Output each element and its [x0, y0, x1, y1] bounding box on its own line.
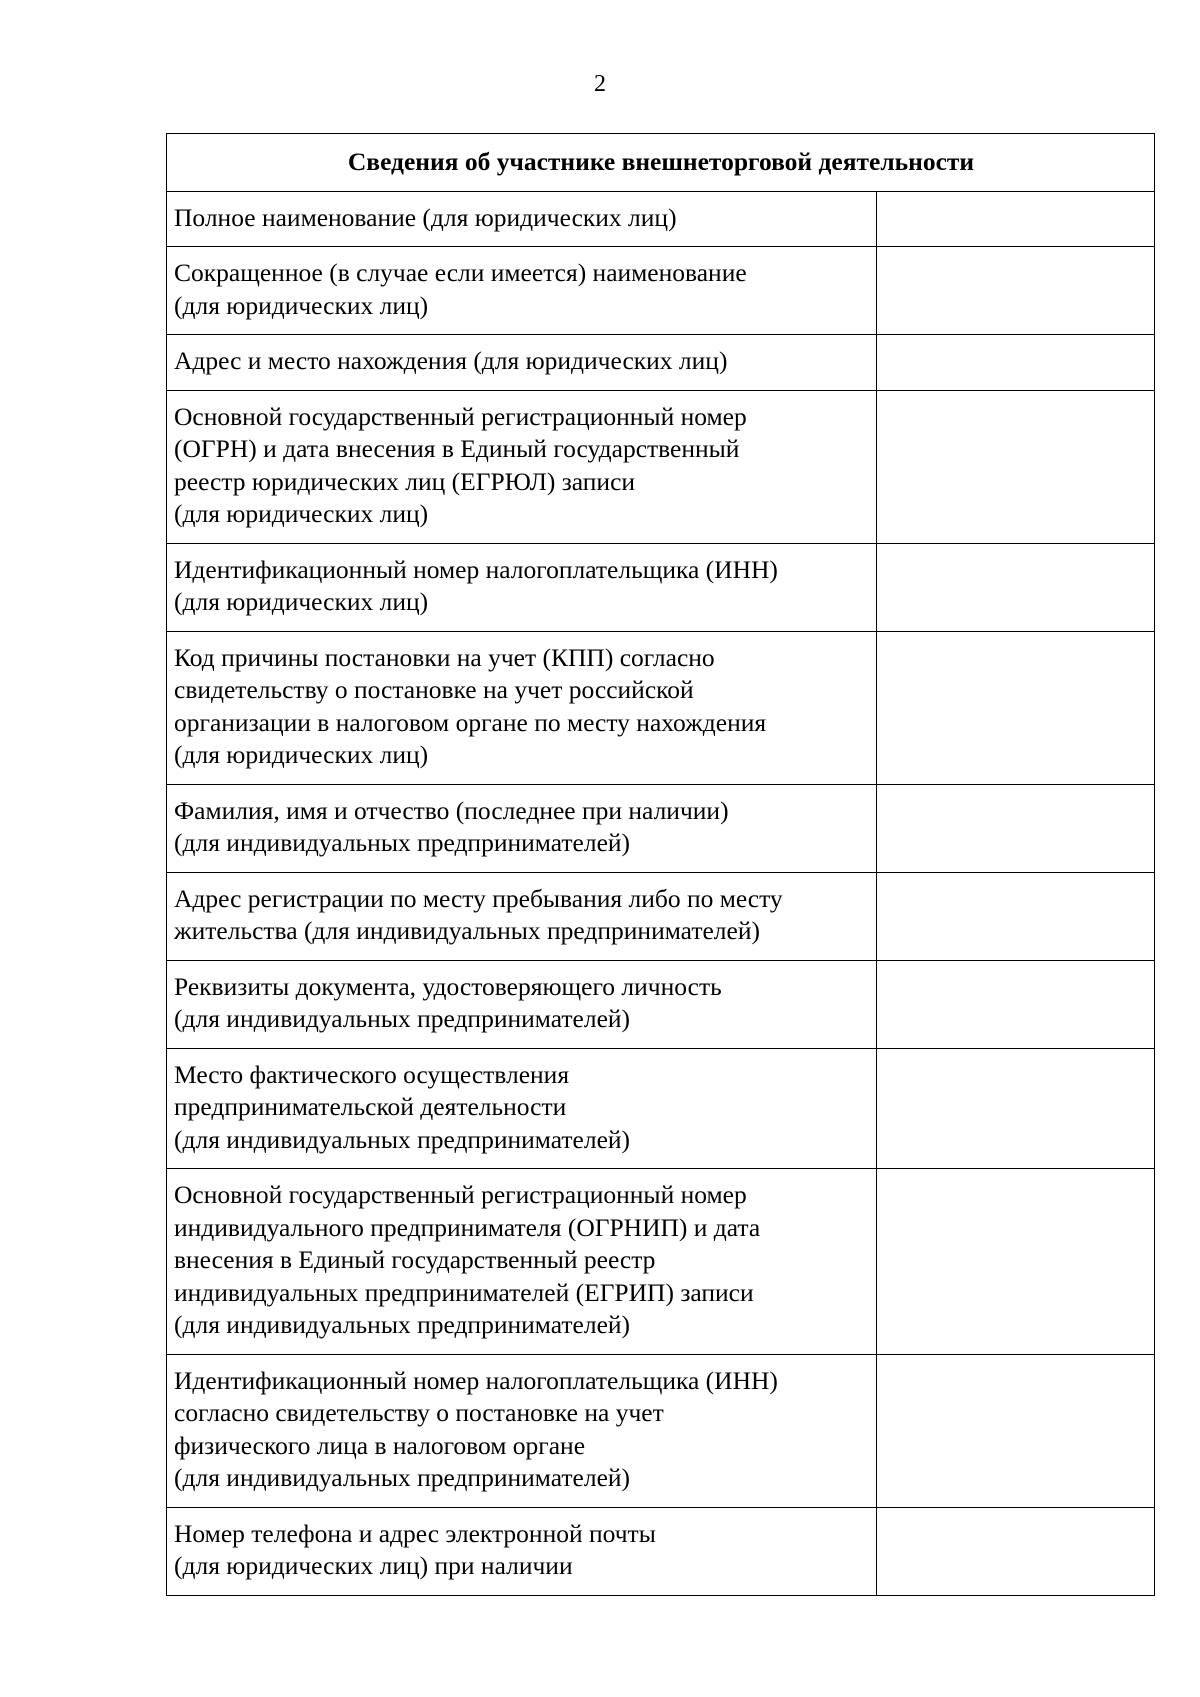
row-value-cell[interactable] — [877, 247, 1155, 335]
row-label: Основной государственный регистрационный номер (ОГРН) и дата внесения в Единый государственный реестр юридических лиц (ЕГРЮЛ) записи (для юридических лиц) — [167, 390, 877, 543]
table-row — [167, 631, 1155, 784]
row-label: Номер телефона и адрес электронной почты (для юридических лиц) при наличии — [167, 1507, 877, 1595]
table-row — [167, 543, 1155, 631]
page-number: 2 — [594, 71, 606, 97]
row-label: Реквизиты документа, удостоверяющего личность (для индивидуальных предпринимателей) — [167, 960, 877, 1048]
table-row — [167, 872, 1155, 960]
table-row — [167, 960, 1155, 1048]
row-label: Фамилия, имя и отчество (последнее при наличии) (для индивидуальных предпринимателей) — [167, 784, 877, 872]
row-label: Сокращенное (в случае если имеется) наименование (для юридических лиц) — [167, 247, 877, 335]
table-row — [167, 191, 1155, 247]
table-header-row — [167, 134, 1155, 192]
table-row — [167, 390, 1155, 543]
row-value-cell[interactable] — [877, 872, 1155, 960]
row-label: Адрес регистрации по месту пребывания либо по месту жительства (для индивидуальных предпринимателей) — [167, 872, 877, 960]
row-value-cell[interactable] — [877, 1048, 1155, 1169]
row-label: Идентификационный номер налогоплательщика (ИНН) согласно свидетельству о постановке на учет физического лица в налоговом органе (для индивидуальных предпринимателей) — [167, 1354, 877, 1507]
row-value-cell[interactable] — [877, 191, 1155, 247]
row-value-cell[interactable] — [877, 390, 1155, 543]
table-row — [167, 1507, 1155, 1595]
row-value-cell[interactable] — [877, 543, 1155, 631]
row-value-cell[interactable] — [877, 631, 1155, 784]
row-label: Основной государственный регистрационный номер индивидуального предпринимателя (ОГРНИП) и дата внесения в Единый государственный реестр индивидуальных предпринимателей (ЕГРИП) записи (для индивидуальных предпринимателей) — [167, 1169, 877, 1355]
table-title: Сведения об участнике внешнеторговой деятельности — [167, 134, 1155, 192]
table-row — [167, 247, 1155, 335]
row-label: Код причины постановки на учет (КПП) согласно свидетельству о постановке на учет российской организации в налоговом органе по месту нахождения (для юридических лиц) — [167, 631, 877, 784]
table-row — [167, 1169, 1155, 1355]
table-row — [167, 335, 1155, 391]
table-row — [167, 784, 1155, 872]
row-value-cell[interactable] — [877, 1354, 1155, 1507]
table-row — [167, 1354, 1155, 1507]
row-label: Идентификационный номер налогоплательщика (ИНН) (для юридических лиц) — [167, 543, 877, 631]
row-value-cell[interactable] — [877, 335, 1155, 391]
row-value-cell[interactable] — [877, 1507, 1155, 1595]
row-value-cell[interactable] — [877, 784, 1155, 872]
row-label: Полное наименование (для юридических лиц) — [167, 191, 877, 247]
row-value-cell[interactable] — [877, 960, 1155, 1048]
table-row — [167, 1048, 1155, 1169]
row-value-cell[interactable] — [877, 1169, 1155, 1355]
participant-info-table — [166, 133, 1155, 1596]
row-label: Место фактического осуществления предпринимательской деятельности (для индивидуальных предпринимателей) — [167, 1048, 877, 1169]
row-label: Адрес и место нахождения (для юридических лиц) — [167, 335, 877, 391]
